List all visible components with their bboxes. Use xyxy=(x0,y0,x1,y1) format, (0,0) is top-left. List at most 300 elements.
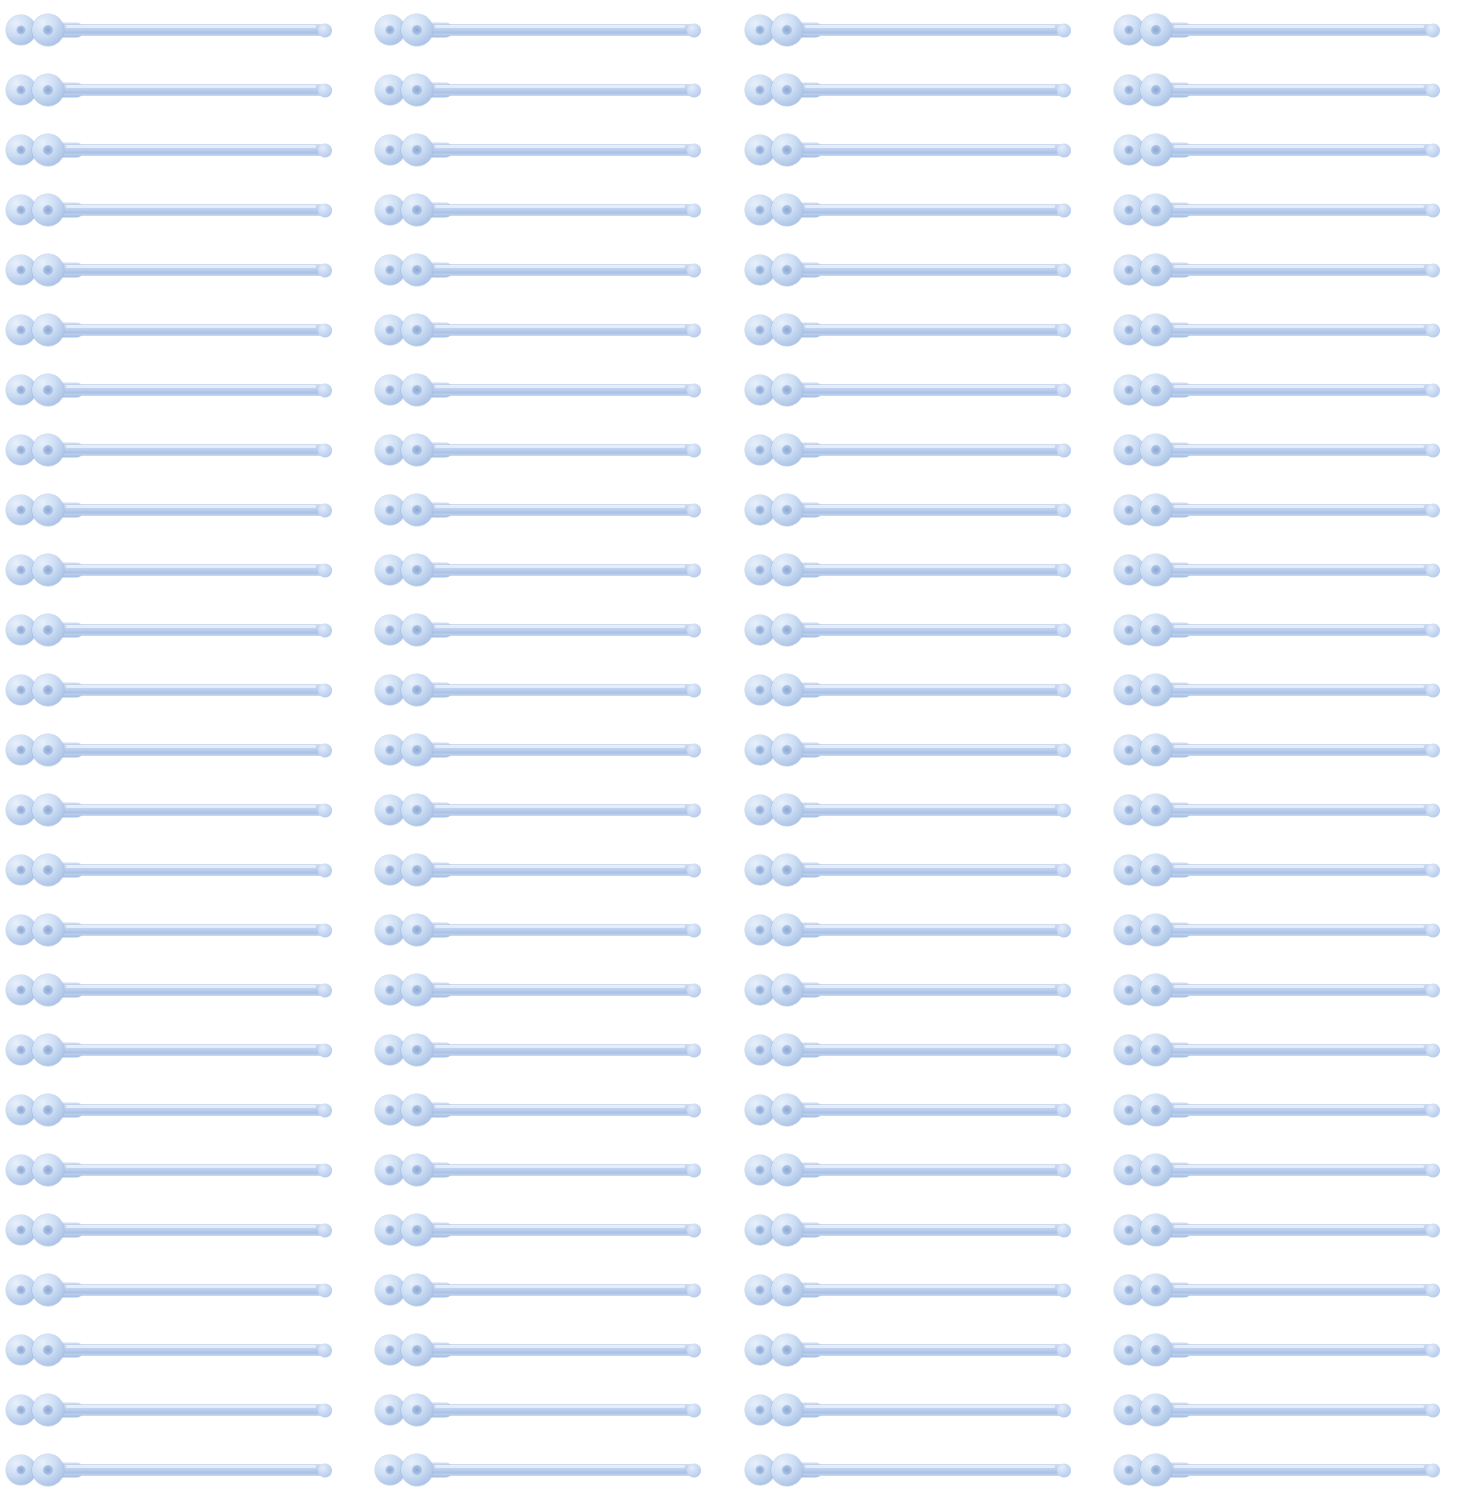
cable-tie-item xyxy=(375,853,701,887)
cable-tie-highlight xyxy=(435,205,685,208)
cable-tie-item xyxy=(6,853,332,887)
cable-tie-item xyxy=(375,73,701,107)
cable-tie-tip xyxy=(318,263,332,277)
cable-tie-tip xyxy=(1057,743,1071,757)
cable-tie-cell xyxy=(0,60,369,120)
cable-tie-ring-large xyxy=(32,74,64,106)
cable-tie-highlight xyxy=(435,985,685,988)
cable-tie-ring-large xyxy=(771,1214,803,1246)
cable-tie-ring-large xyxy=(32,794,64,826)
cable-tie-item xyxy=(745,193,1071,227)
cable-tie-highlight xyxy=(1174,505,1424,508)
cable-tie-cell xyxy=(1108,360,1477,420)
cable-tie-tip xyxy=(1057,203,1071,217)
cable-tie-item xyxy=(1114,253,1440,287)
cable-tie-ring-large xyxy=(1140,1094,1172,1126)
cable-tie-tip xyxy=(687,323,701,337)
cable-tie-tip xyxy=(1057,863,1071,877)
cable-tie-tip xyxy=(1057,383,1071,397)
cable-tie-item xyxy=(375,1093,701,1127)
cable-tie-highlight xyxy=(66,265,316,268)
cable-tie-highlight xyxy=(66,25,316,28)
cable-tie-tip xyxy=(318,383,332,397)
cable-tie-item xyxy=(375,733,701,767)
cable-tie-highlight xyxy=(1174,925,1424,928)
cable-tie-item xyxy=(745,1033,1071,1067)
cable-tie-ring-large xyxy=(32,674,64,706)
cable-tie-item xyxy=(745,13,1071,47)
cable-tie-item xyxy=(1114,433,1440,467)
cable-tie-item xyxy=(375,1333,701,1367)
cable-tie-highlight xyxy=(805,1105,1055,1108)
cable-tie-ring-large xyxy=(401,134,433,166)
cable-tie-cell xyxy=(0,1320,369,1380)
cable-tie-ring-large xyxy=(771,314,803,346)
cable-tie-ring-large xyxy=(32,1454,64,1486)
cable-tie-tip xyxy=(318,503,332,517)
cable-tie-highlight xyxy=(1174,205,1424,208)
cable-tie-cell xyxy=(1108,1440,1477,1500)
cable-tie-item xyxy=(375,553,701,587)
cable-tie-tip xyxy=(1426,743,1440,757)
cable-tie-item xyxy=(6,1033,332,1067)
cable-tie-highlight xyxy=(66,565,316,568)
cable-tie-ring-large xyxy=(32,1034,64,1066)
cable-tie-cell xyxy=(1108,480,1477,540)
cable-tie-highlight xyxy=(1174,1285,1424,1288)
cable-tie-ring-large xyxy=(1140,434,1172,466)
cable-tie-tip xyxy=(687,1343,701,1357)
cable-tie-tip xyxy=(687,1223,701,1237)
cable-tie-ring-large xyxy=(771,734,803,766)
cable-tie-ring-large xyxy=(1140,374,1172,406)
cable-tie-tip xyxy=(687,263,701,277)
cable-tie-cell xyxy=(739,840,1108,900)
cable-tie-ring-large xyxy=(401,1334,433,1366)
cable-tie-item xyxy=(375,1033,701,1067)
cable-tie-cell xyxy=(739,720,1108,780)
cable-tie-highlight xyxy=(66,1225,316,1228)
cable-tie-ring-large xyxy=(401,1214,433,1246)
cable-tie-tip xyxy=(687,563,701,577)
cable-tie-item xyxy=(375,613,701,647)
cable-tie-ring-large xyxy=(401,614,433,646)
cable-tie-tip xyxy=(318,1403,332,1417)
cable-tie-ring-large xyxy=(771,1274,803,1306)
cable-tie-ring-large xyxy=(771,794,803,826)
cable-tie-tip xyxy=(1057,1163,1071,1177)
cable-tie-cell xyxy=(739,1140,1108,1200)
cable-tie-highlight xyxy=(805,1285,1055,1288)
cable-tie-item xyxy=(375,373,701,407)
cable-tie-highlight xyxy=(1174,1105,1424,1108)
cable-tie-tip xyxy=(1057,1043,1071,1057)
cable-tie-ring-large xyxy=(401,74,433,106)
cable-tie-item xyxy=(6,493,332,527)
cable-tie-ring-large xyxy=(32,314,64,346)
cable-tie-item xyxy=(6,193,332,227)
cable-tie-ring-large xyxy=(771,494,803,526)
cable-tie-cell xyxy=(1108,600,1477,660)
cable-tie-tip xyxy=(1057,1103,1071,1117)
cable-tie-highlight xyxy=(1174,985,1424,988)
cable-tie-highlight xyxy=(66,865,316,868)
cable-tie-item xyxy=(1114,733,1440,767)
cable-tie-cell xyxy=(0,360,369,420)
cable-tie-tip xyxy=(318,443,332,457)
cable-tie-tip xyxy=(687,83,701,97)
cable-tie-tip xyxy=(1426,563,1440,577)
cable-tie-cell xyxy=(0,300,369,360)
cable-tie-tip xyxy=(687,1403,701,1417)
cable-tie-item xyxy=(745,913,1071,947)
cable-tie-ring-large xyxy=(1140,254,1172,286)
cable-tie-cell xyxy=(739,780,1108,840)
cable-tie-item xyxy=(1114,373,1440,407)
cable-tie-cell xyxy=(369,300,738,360)
cable-tie-cell xyxy=(1108,540,1477,600)
cable-tie-ring-large xyxy=(32,434,64,466)
cable-tie-ring-large xyxy=(32,1214,64,1246)
cable-tie-ring-large xyxy=(1140,1034,1172,1066)
cable-tie-tip xyxy=(1057,1403,1071,1417)
cable-tie-item xyxy=(745,493,1071,527)
cable-tie-ring-large xyxy=(401,1154,433,1186)
cable-tie-item xyxy=(375,493,701,527)
cable-tie-ring-large xyxy=(32,1394,64,1426)
cable-tie-cell xyxy=(369,240,738,300)
cable-tie-cell xyxy=(1108,0,1477,60)
cable-tie-ring-large xyxy=(1140,974,1172,1006)
cable-tie-cell xyxy=(1108,180,1477,240)
cable-tie-ring-large xyxy=(771,854,803,886)
cable-tie-cell xyxy=(0,120,369,180)
cable-tie-cell xyxy=(1108,720,1477,780)
cable-tie-ring-large xyxy=(32,974,64,1006)
cable-tie-highlight xyxy=(435,265,685,268)
cable-tie-highlight xyxy=(435,1105,685,1108)
cable-tie-item xyxy=(745,553,1071,587)
cable-tie-highlight xyxy=(805,925,1055,928)
cable-tie-item xyxy=(6,673,332,707)
cable-tie-highlight xyxy=(435,865,685,868)
cable-tie-highlight xyxy=(805,205,1055,208)
cable-tie-highlight xyxy=(1174,385,1424,388)
cable-tie-tip xyxy=(318,1103,332,1117)
cable-tie-tip xyxy=(1426,863,1440,877)
cable-tie-cell xyxy=(0,1140,369,1200)
cable-tie-ring-large xyxy=(771,134,803,166)
cable-tie-ring-large xyxy=(771,674,803,706)
cable-tie-ring-large xyxy=(32,14,64,46)
cable-tie-highlight xyxy=(1174,625,1424,628)
cable-tie-ring-large xyxy=(32,1334,64,1366)
cable-tie-ring-large xyxy=(32,494,64,526)
cable-tie-item xyxy=(6,1213,332,1247)
cable-tie-tip xyxy=(687,923,701,937)
cable-tie-item xyxy=(375,1273,701,1307)
cable-tie-cell xyxy=(1108,840,1477,900)
cable-tie-tip xyxy=(318,983,332,997)
cable-tie-highlight xyxy=(66,1285,316,1288)
cable-tie-item xyxy=(6,13,332,47)
cable-tie-ring-large xyxy=(1140,1394,1172,1426)
cable-tie-highlight xyxy=(1174,745,1424,748)
cable-tie-item xyxy=(6,1333,332,1367)
cable-tie-cell xyxy=(0,480,369,540)
cable-tie-cell xyxy=(739,900,1108,960)
cable-tie-ring-large xyxy=(401,1274,433,1306)
cable-tie-item xyxy=(1114,193,1440,227)
cable-tie-item xyxy=(6,73,332,107)
cable-tie-item xyxy=(375,433,701,467)
cable-tie-item xyxy=(745,1093,1071,1127)
cable-tie-ring-large xyxy=(771,194,803,226)
cable-tie-highlight xyxy=(1174,805,1424,808)
cable-tie-ring-large xyxy=(1140,134,1172,166)
cable-tie-tip xyxy=(318,1283,332,1297)
cable-tie-item xyxy=(745,793,1071,827)
cable-tie-highlight xyxy=(805,85,1055,88)
cable-tie-cell xyxy=(369,1140,738,1200)
cable-tie-ring-large xyxy=(771,974,803,1006)
cable-tie-tip xyxy=(687,1043,701,1057)
cable-tie-highlight xyxy=(1174,1165,1424,1168)
cable-tie-highlight xyxy=(805,1165,1055,1168)
cable-tie-highlight xyxy=(805,265,1055,268)
cable-tie-item xyxy=(745,1333,1071,1367)
cable-tie-tip xyxy=(1426,263,1440,277)
cable-tie-item xyxy=(745,1393,1071,1427)
cable-tie-highlight xyxy=(435,1345,685,1348)
cable-tie-highlight xyxy=(805,1045,1055,1048)
cable-tie-cell xyxy=(369,0,738,60)
cable-tie-tip xyxy=(1426,623,1440,637)
cable-tie-tip xyxy=(318,143,332,157)
cable-tie-cell xyxy=(0,840,369,900)
cable-tie-item xyxy=(375,133,701,167)
cable-tie-ring-large xyxy=(1140,1214,1172,1246)
cable-tie-tip xyxy=(687,983,701,997)
cable-tie-ring-large xyxy=(32,1274,64,1306)
cable-tie-tip xyxy=(318,743,332,757)
cable-tie-highlight xyxy=(66,85,316,88)
cable-tie-highlight xyxy=(66,145,316,148)
cable-tie-tip xyxy=(1057,983,1071,997)
cable-tie-tip xyxy=(1057,803,1071,817)
cable-tie-cell xyxy=(0,1380,369,1440)
cable-tie-tip xyxy=(1426,143,1440,157)
cable-tie-highlight xyxy=(1174,25,1424,28)
cable-tie-ring-large xyxy=(32,554,64,586)
cable-tie-cell xyxy=(369,1080,738,1140)
cable-tie-item xyxy=(1114,1033,1440,1067)
cable-tie-ring-large xyxy=(771,254,803,286)
cable-tie-highlight xyxy=(66,1045,316,1048)
cable-tie-ring-large xyxy=(401,14,433,46)
cable-tie-tip xyxy=(1426,923,1440,937)
cable-tie-ring-large xyxy=(1140,314,1172,346)
cable-tie-cell xyxy=(0,540,369,600)
cable-tie-tip xyxy=(687,383,701,397)
cable-tie-highlight xyxy=(435,565,685,568)
cable-tie-cell xyxy=(1108,900,1477,960)
cable-tie-highlight xyxy=(805,25,1055,28)
cable-tie-tip xyxy=(1057,323,1071,337)
cable-tie-item xyxy=(1114,13,1440,47)
cable-tie-tip xyxy=(1426,503,1440,517)
cable-tie-ring-large xyxy=(32,734,64,766)
cable-tie-highlight xyxy=(435,325,685,328)
cable-tie-tip xyxy=(1426,83,1440,97)
cable-tie-highlight xyxy=(805,745,1055,748)
cable-tie-highlight xyxy=(66,505,316,508)
cable-tie-item xyxy=(1114,613,1440,647)
cable-tie-tip xyxy=(1057,83,1071,97)
cable-tie-tip xyxy=(687,23,701,37)
cable-tie-cell xyxy=(739,1080,1108,1140)
cable-tie-tip xyxy=(1426,1343,1440,1357)
cable-tie-item xyxy=(1114,1213,1440,1247)
cable-tie-ring-large xyxy=(771,914,803,946)
cable-tie-item xyxy=(1114,73,1440,107)
cable-tie-item xyxy=(6,1273,332,1307)
cable-tie-highlight xyxy=(435,1225,685,1228)
cable-tie-ring-large xyxy=(771,1334,803,1366)
cable-tie-cell xyxy=(739,0,1108,60)
cable-tie-ring-large xyxy=(771,1034,803,1066)
cable-tie-highlight xyxy=(435,625,685,628)
cable-tie-cell xyxy=(1108,1080,1477,1140)
cable-tie-ring-large xyxy=(771,1454,803,1486)
cable-tie-ring-large xyxy=(1140,494,1172,526)
cable-tie-cell xyxy=(0,780,369,840)
cable-tie-item xyxy=(375,13,701,47)
cable-tie-cell xyxy=(739,1440,1108,1500)
cable-tie-tip xyxy=(687,803,701,817)
cable-tie-highlight xyxy=(435,1285,685,1288)
cable-tie-cell xyxy=(369,600,738,660)
cable-tie-ring-large xyxy=(1140,1334,1172,1366)
cable-tie-ring-large xyxy=(1140,734,1172,766)
cable-tie-highlight xyxy=(66,445,316,448)
cable-tie-tip xyxy=(1426,803,1440,817)
cable-tie-ring-large xyxy=(401,1394,433,1426)
cable-tie-cell xyxy=(739,600,1108,660)
cable-tie-item xyxy=(375,673,701,707)
cable-tie-tip xyxy=(318,83,332,97)
cable-tie-highlight xyxy=(1174,1465,1424,1468)
cable-tie-highlight xyxy=(66,1465,316,1468)
cable-tie-cell xyxy=(0,1020,369,1080)
cable-tie-highlight xyxy=(1174,265,1424,268)
cable-tie-highlight xyxy=(66,325,316,328)
cable-tie-highlight xyxy=(805,985,1055,988)
cable-tie-highlight xyxy=(805,1405,1055,1408)
cable-tie-highlight xyxy=(66,1165,316,1168)
cable-tie-cell xyxy=(1108,1320,1477,1380)
cable-tie-highlight xyxy=(435,85,685,88)
cable-tie-highlight xyxy=(435,925,685,928)
cable-tie-item xyxy=(375,1213,701,1247)
cable-tie-item xyxy=(1114,313,1440,347)
cable-tie-highlight xyxy=(66,685,316,688)
cable-tie-tip xyxy=(318,923,332,937)
cable-tie-item xyxy=(745,373,1071,407)
cable-tie-cell xyxy=(369,120,738,180)
cable-tie-ring-large xyxy=(401,1034,433,1066)
cable-tie-ring-large xyxy=(32,914,64,946)
cable-tie-cell xyxy=(0,420,369,480)
cable-tie-highlight xyxy=(805,1465,1055,1468)
cable-tie-tip xyxy=(318,23,332,37)
cable-tie-cell xyxy=(1108,1140,1477,1200)
cable-tie-ring-large xyxy=(1140,194,1172,226)
cable-tie-highlight xyxy=(435,445,685,448)
cable-tie-highlight xyxy=(66,1105,316,1108)
cable-tie-highlight xyxy=(805,685,1055,688)
cable-tie-tip xyxy=(1057,1283,1071,1297)
cable-tie-ring-large xyxy=(1140,914,1172,946)
cable-tie-tip xyxy=(1057,263,1071,277)
cable-tie-cell xyxy=(0,1200,369,1260)
cable-tie-item xyxy=(6,793,332,827)
cable-tie-highlight xyxy=(805,445,1055,448)
cable-tie-ring-large xyxy=(1140,674,1172,706)
cable-tie-highlight xyxy=(805,1345,1055,1348)
cable-tie-highlight xyxy=(805,625,1055,628)
cable-tie-highlight xyxy=(805,865,1055,868)
cable-tie-cell xyxy=(739,660,1108,720)
cable-tie-ring-large xyxy=(32,134,64,166)
cable-tie-item xyxy=(6,373,332,407)
cable-tie-highlight xyxy=(805,385,1055,388)
cable-tie-item xyxy=(6,553,332,587)
cable-tie-highlight xyxy=(435,1045,685,1048)
cable-tie-tip xyxy=(687,743,701,757)
cable-tie-item xyxy=(1114,133,1440,167)
cable-tie-tip xyxy=(687,443,701,457)
cable-tie-item xyxy=(1114,673,1440,707)
cable-tie-highlight xyxy=(435,385,685,388)
cable-tie-cell xyxy=(1108,300,1477,360)
cable-tie-ring-large xyxy=(1140,854,1172,886)
cable-tie-item xyxy=(375,1153,701,1187)
cable-tie-item xyxy=(745,673,1071,707)
cable-tie-highlight xyxy=(805,325,1055,328)
cable-tie-tip xyxy=(318,563,332,577)
cable-tie-cell xyxy=(739,180,1108,240)
cable-tie-cell xyxy=(369,1260,738,1320)
cable-tie-cell xyxy=(0,0,369,60)
cable-tie-cell xyxy=(739,1320,1108,1380)
cable-tie-cell xyxy=(369,360,738,420)
cable-tie-cell xyxy=(0,240,369,300)
cable-tie-tip xyxy=(687,863,701,877)
cable-tie-cell xyxy=(1108,780,1477,840)
cable-tie-cell xyxy=(0,660,369,720)
cable-tie-cell xyxy=(369,540,738,600)
cable-tie-tip xyxy=(1057,143,1071,157)
cable-tie-cell xyxy=(739,120,1108,180)
cable-tie-tip xyxy=(1057,1463,1071,1477)
cable-tie-item xyxy=(6,913,332,947)
cable-tie-cell xyxy=(0,720,369,780)
cable-tie-ring-large xyxy=(32,1154,64,1186)
cable-tie-ring-large xyxy=(401,854,433,886)
cable-tie-tip xyxy=(1426,443,1440,457)
cable-tie-cell xyxy=(1108,960,1477,1020)
